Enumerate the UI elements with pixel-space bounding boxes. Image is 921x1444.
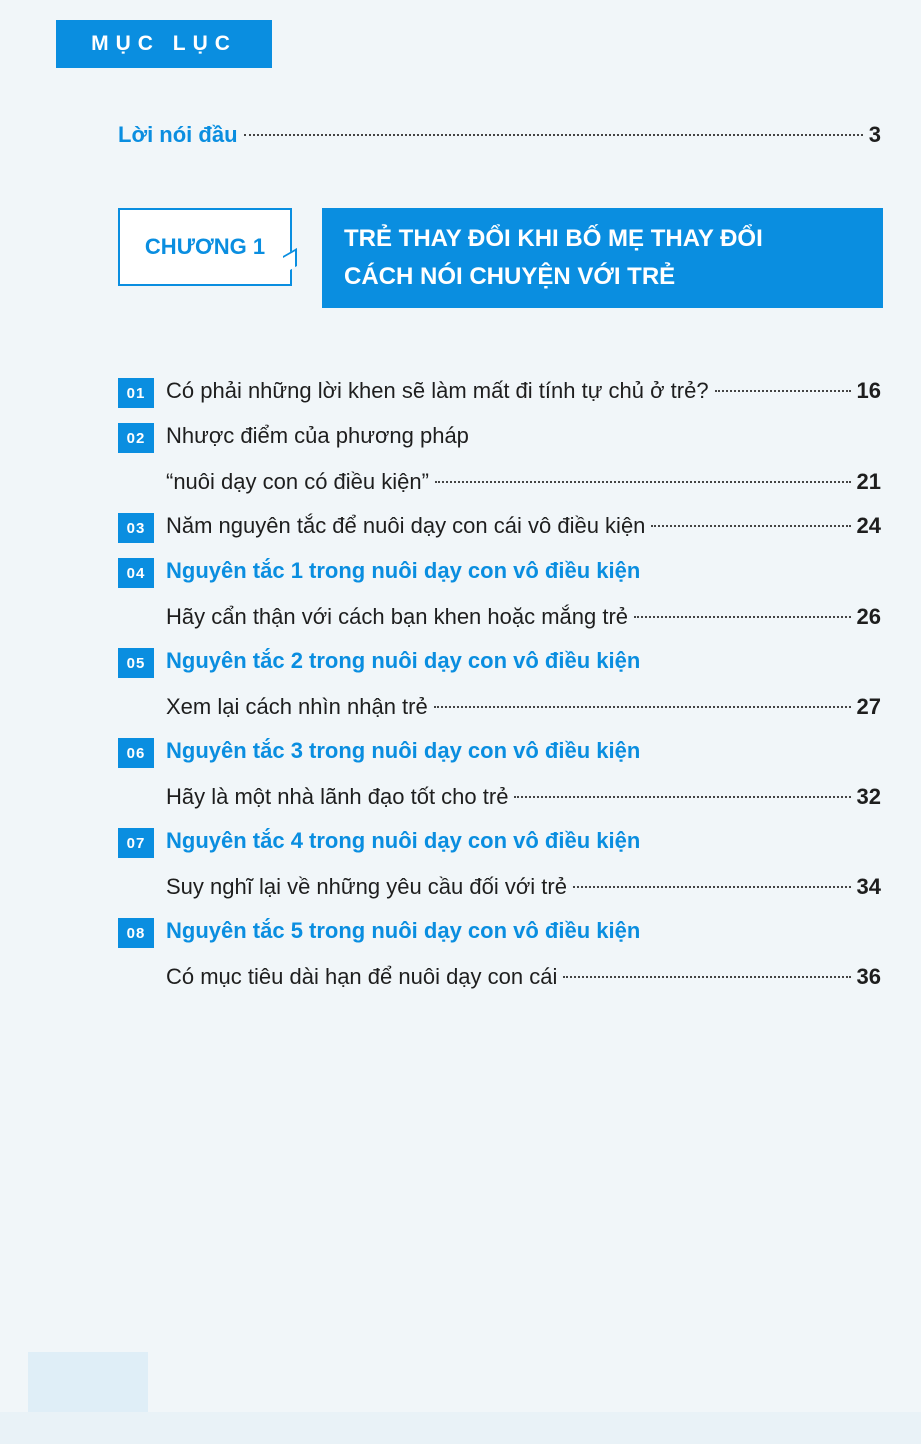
toc-row-preface[interactable]	[118, 120, 881, 150]
page-number: 26	[856, 604, 881, 629]
chapter-title-line-1: TRẺ THAY ĐỔI KHI BỐ MẸ THAY ĐỔI	[344, 225, 763, 252]
dot-leader	[651, 525, 850, 527]
dot-leader	[715, 390, 851, 392]
entry-subtitle: Có mục tiêu dài hạn để nuôi dạy con cái	[166, 964, 558, 989]
page-number: 34	[856, 874, 881, 899]
bottom-band	[0, 1412, 921, 1444]
chapter-title-banner	[322, 208, 883, 308]
entry-subtitle: Hãy cẩn thận với cách bạn khen hoặc mắng trẻ	[166, 604, 629, 629]
entry-title: Năm nguyên tắc để nuôi dạy con cái vô điều kiện	[166, 513, 646, 538]
entry-number-badge: 05	[118, 648, 154, 678]
entry-number-badge: 02	[118, 423, 154, 453]
entry-title: Nguyên tắc 3 trong nuôi dạy con vô điều kiện	[166, 738, 641, 763]
entry-title: Nguyên tắc 2 trong nuôi dạy con vô điều kiện	[166, 648, 641, 673]
entry-number-badge: 06	[118, 738, 154, 768]
toc-row-entry-05[interactable]	[166, 692, 881, 722]
dot-leader	[573, 886, 851, 888]
preface-label: Lời nói đầu	[118, 122, 238, 147]
entry-number-badge: 03	[118, 513, 154, 543]
dot-leader	[634, 616, 850, 618]
toc-row-entry-01[interactable]	[166, 376, 881, 406]
entry-title: Nguyên tắc 4 trong nuôi dạy con vô điều kiện	[166, 828, 641, 853]
page-number: 16	[856, 378, 881, 403]
entry-number-badge: 08	[118, 918, 154, 948]
dot-leader	[563, 976, 850, 978]
chapter-label: CHƯƠNG 1	[144, 234, 266, 259]
entry-title: Có phải những lời khen sẽ làm mất đi tính tự chủ ở trẻ?	[166, 378, 709, 403]
entry-subtitle: Hãy là một nhà lãnh đạo tốt cho trẻ	[166, 784, 509, 809]
toc-row-entry-04[interactable]	[166, 602, 881, 632]
toc-row-entry-02[interactable]	[166, 467, 881, 497]
chapter-title-line-2: CÁCH NÓI CHUYỆN VỚI TRẺ	[344, 263, 676, 290]
entry-title: Nguyên tắc 1 trong nuôi dạy con vô điều kiện	[166, 558, 641, 583]
page-number: 3	[868, 122, 881, 147]
page-number: 32	[856, 784, 881, 809]
entry-subtitle: “nuôi dạy con có điều kiện”	[166, 469, 429, 494]
page-number: 36	[856, 964, 881, 989]
toc-header: MỤC LỤC	[56, 20, 272, 68]
entry-title: Nhược điểm của phương pháp	[166, 423, 469, 448]
dot-leader	[435, 481, 851, 483]
entry-subtitle: Xem lại cách nhìn nhận trẻ	[166, 694, 428, 719]
toc-row-entry-07[interactable]	[166, 872, 881, 902]
entry-number-badge: 07	[118, 828, 154, 858]
entry-title: Nguyên tắc 5 trong nuôi dạy con vô điều kiện	[166, 918, 641, 943]
dot-leader	[434, 706, 851, 708]
toc-row-entry-08[interactable]	[166, 962, 881, 992]
toc-row-entry-03[interactable]	[166, 511, 881, 541]
chapter-label-box	[118, 208, 292, 286]
page-number: 27	[856, 694, 881, 719]
dot-leader	[514, 796, 850, 798]
page-number: 21	[856, 469, 881, 494]
toc-row-entry-06[interactable]	[166, 782, 881, 812]
page-number: 24	[856, 513, 881, 538]
entry-number-badge: 04	[118, 558, 154, 588]
entry-subtitle: Suy nghĩ lại về những yêu cầu đối với trẻ	[166, 874, 567, 899]
entry-number-badge: 01	[118, 378, 154, 408]
dot-leader	[244, 134, 863, 136]
